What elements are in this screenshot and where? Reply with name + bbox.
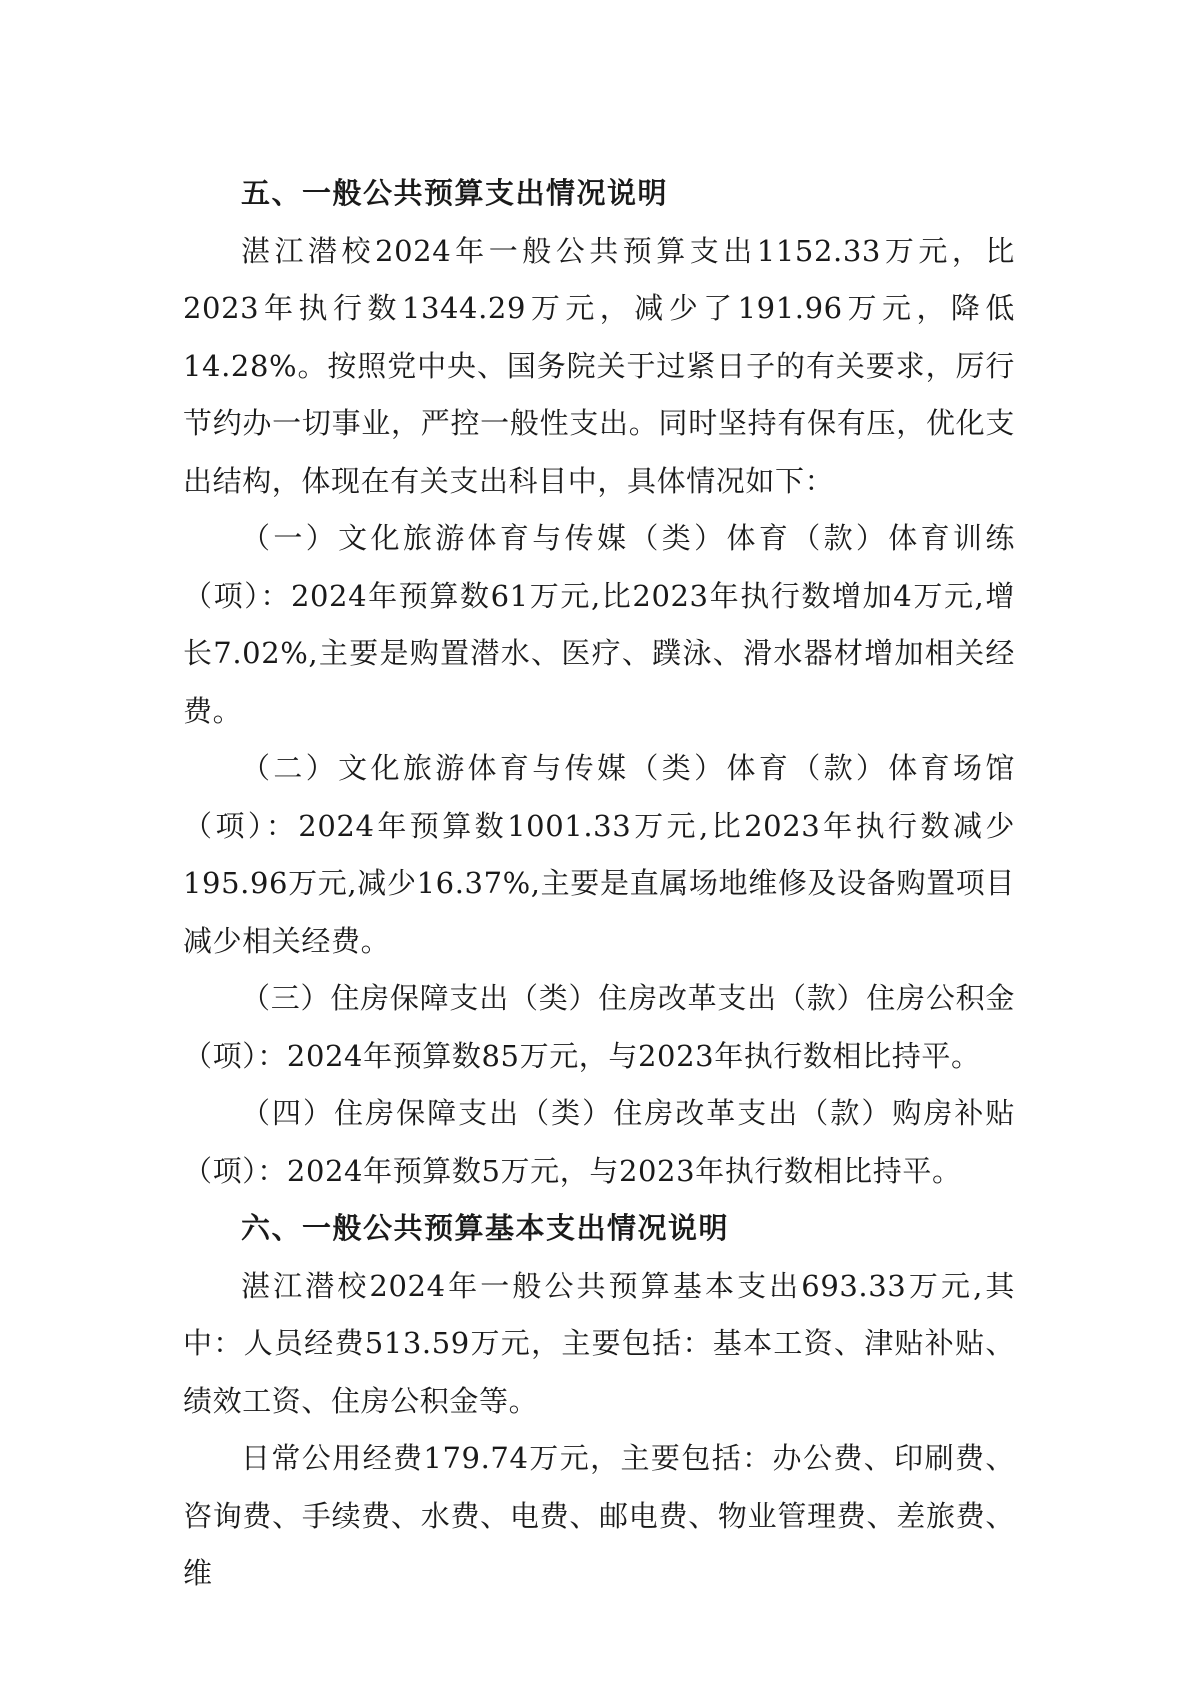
item-3-paragraph: （三）住房保障支出（类）住房改革支出（款）住房公积金（项）：2024年预算数85万元，与2023年执行数相比持平。: [183, 981, 1015, 1073]
item-4-paragraph: （四）住房保障支出（类）住房改革支出（款）购房补贴（项）：2024年预算数5万元，与2023年执行数相比持平。: [183, 1096, 1015, 1188]
section-6-paragraph-1: 湛江潜校2024年一般公共预算基本支出693.33万元,其中：人员经费513.59万元，主要包括：基本工资、津贴补贴、绩效工资、住房公积金等。: [183, 1268, 1015, 1418]
item-2-paragraph: （二）文化旅游体育与传媒（类）体育（款）体育场馆（项）：2024年预算数1001.33万元,比2023年执行数减少195.96万元,减少16.37%,主要是直属场地维修及设备购置项目减少相关经费。: [183, 751, 1015, 958]
section-5-heading: 五、一般公共预算支出情况说明: [241, 176, 669, 210]
section-6-paragraph-2: 日常公用经费179.74万元，主要包括：办公费、印刷费、咨询费、手续费、水费、电费、邮电费、物业管理费、差旅费、维: [183, 1441, 1015, 1590]
document-body: [183, 165, 1015, 1603]
section-5-intro-paragraph: 湛江潜校2024年一般公共预算支出1152.33万元，比2023年执行数1344.29万元，减少了191.96万元，降低14.28%。按照党中央、国务院关于过紧日子的有关要求，厉行节约办一切事业，严控一般性支出。同时坚持有保有压，优化支出结构，体现在有关支出科目中，具体情况如下：: [183, 233, 1015, 498]
section-6-heading: 六、一般公共预算基本支出情况说明: [241, 1211, 730, 1245]
item-1-paragraph: （一）文化旅游体育与传媒（类）体育（款）体育训练（项）：2024年预算数61万元,比2023年执行数增加4万元,增长7.02%,主要是购置潜水、医疗、蹼泳、滑水器材增加相关经费。: [183, 521, 1015, 728]
